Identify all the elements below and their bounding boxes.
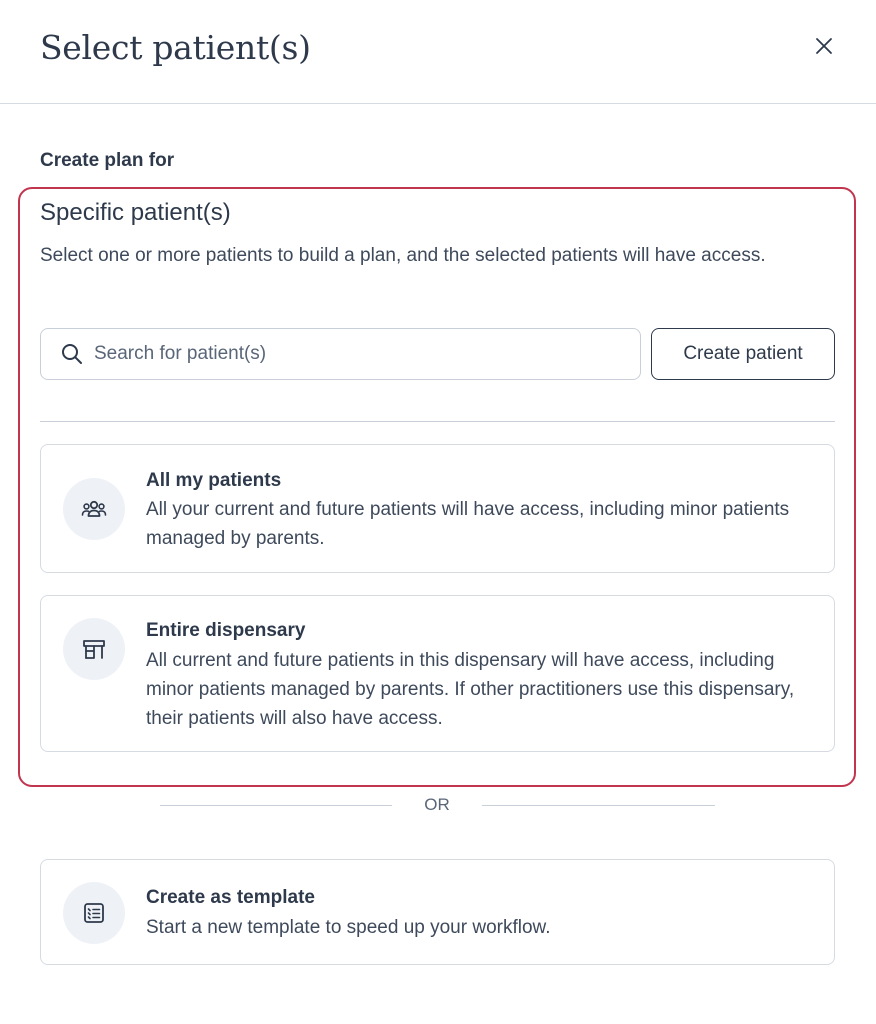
users-group-icon <box>63 478 125 540</box>
create-plan-for-label: Create plan for <box>40 150 175 171</box>
storefront-icon <box>63 618 125 680</box>
or-line-left <box>160 805 392 806</box>
create-patient-button[interactable]: Create patient <box>651 328 835 380</box>
or-label: OR <box>424 795 450 814</box>
specific-patients-title: Specific patient(s) <box>40 199 231 226</box>
all-my-patients-title: All my patients <box>146 470 282 491</box>
all-my-patients-description: All your current and future patients will have access, including minor patients managed by parents. <box>146 499 790 549</box>
create-as-template-option[interactable] <box>40 859 835 965</box>
section-divider <box>40 421 835 422</box>
search-icon <box>61 343 83 365</box>
modal-header <box>0 0 876 104</box>
create-as-template-description: Start a new template to speed up your workflow. <box>146 917 551 938</box>
entire-dispensary-option[interactable] <box>40 595 835 752</box>
modal-title: Select patient(s) <box>40 28 311 67</box>
create-as-template-title: Create as template <box>146 887 315 908</box>
patient-search-field[interactable] <box>40 328 641 380</box>
or-separator <box>160 795 715 817</box>
or-line-right <box>482 805 715 806</box>
checklist-icon <box>63 882 125 944</box>
entire-dispensary-description: All current and future patients in this dispensary will have access, including minor patients managed by parents. If other practitioners use this dispensary, their patients will also have access. <box>146 650 795 729</box>
entire-dispensary-title: Entire dispensary <box>146 620 306 641</box>
close-icon <box>815 37 833 55</box>
close-button[interactable] <box>808 30 840 62</box>
all-my-patients-option[interactable] <box>40 444 835 573</box>
patient-search-input[interactable] <box>94 343 574 365</box>
specific-patients-description: Select one or more patients to build a plan, and the selected patients will have access. <box>40 245 766 266</box>
